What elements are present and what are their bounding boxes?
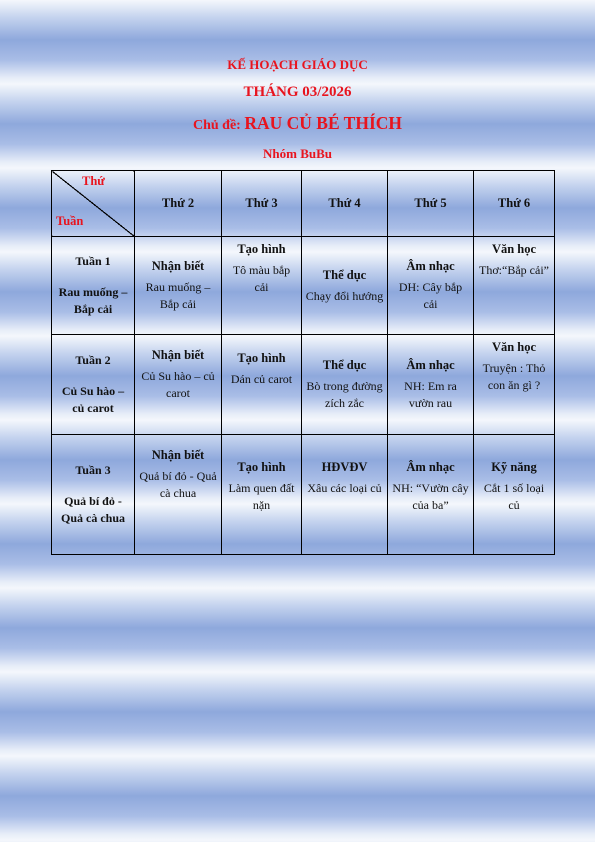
activity-detail: Chạy đổi hướng (305, 288, 384, 303)
activity-detail: Xâu các loại củ (307, 481, 382, 495)
day-header: Thứ 3 (222, 171, 302, 237)
activity-name: Nhận biết (151, 448, 205, 462)
activity-cell (222, 435, 302, 555)
table-row (52, 335, 555, 435)
week-cell (52, 237, 135, 335)
week-label: Tuần 2 (75, 353, 111, 367)
day-header: Thứ 2 (135, 171, 222, 237)
activity-name: Nhận biết (151, 259, 205, 273)
activity-detail: Củ Su hào – củ carot (141, 369, 215, 400)
activity-cell (388, 435, 474, 555)
corner-cell (52, 171, 135, 237)
week-cell (52, 435, 135, 555)
activity-cell (222, 237, 302, 335)
day-header: Thứ 6 (474, 171, 555, 237)
activity-cell (222, 335, 302, 435)
activity-name: HĐVĐV (321, 460, 368, 474)
activity-name: Kỹ năng (491, 460, 537, 474)
activity-detail: Tô màu bắp cải (232, 263, 291, 294)
activity-cell (302, 435, 388, 555)
activity-detail: Cắt 1 số loại củ (483, 481, 545, 512)
plan-theme (0, 113, 595, 134)
activity-name: Thể dục (322, 358, 367, 372)
header-row (52, 171, 555, 237)
activity-cell (302, 237, 388, 335)
activity-detail: Làm quen đất nặn (228, 481, 295, 512)
table-row (52, 237, 555, 335)
activity-detail: Rau muống – Bắp cải (145, 280, 211, 311)
activity-detail: Truyện : Thỏ con ăn gì ? (482, 361, 546, 392)
day-header: Thứ 4 (302, 171, 388, 237)
activity-cell (135, 435, 222, 555)
activity-cell (135, 335, 222, 435)
activity-name: Tạo hình (237, 460, 286, 474)
activity-detail: NH: Em ra vườn rau (404, 379, 457, 410)
week-cell (52, 335, 135, 435)
activity-cell (388, 335, 474, 435)
schedule-table (51, 170, 555, 555)
week-label: Tuần 3 (75, 463, 111, 477)
activity-name: Văn học (491, 340, 537, 354)
activity-cell (474, 237, 555, 335)
plan-title: KẾ HOẠCH GIÁO DỤC (227, 57, 368, 72)
activity-cell (474, 435, 555, 555)
activity-detail: Bò trong đường zích zắc (306, 379, 383, 410)
activity-cell (388, 237, 474, 335)
activity-name: Âm nhạc (406, 358, 455, 372)
day-header: Thứ 5 (388, 171, 474, 237)
activity-name: Âm nhạc (406, 259, 455, 273)
week-topic: Củ Su hào – củ carot (61, 384, 125, 415)
activity-detail: DH: Cây bắp cải (398, 280, 463, 311)
activity-detail: NH: “Vườn cây của ba” (392, 481, 469, 512)
activity-name: Nhận biết (151, 348, 205, 362)
corner-day-label: Thứ (82, 174, 105, 188)
activity-detail: Thơ:“Bắp cải” (479, 263, 549, 277)
activity-name: Âm nhạc (406, 460, 455, 474)
activity-cell (302, 335, 388, 435)
activity-name: Thể dục (322, 267, 367, 282)
activity-detail: Dán củ carot (230, 372, 293, 386)
week-topic: Rau muống – Bắp cải (58, 285, 128, 316)
plan-month: THÁNG 03/2026 (243, 84, 352, 100)
activity-detail: Quả bí đỏ - Quả cà chua (139, 469, 217, 500)
theme-name: RAU CỦ BÉ THÍCH (244, 113, 403, 133)
activity-name: Tạo hình (237, 242, 286, 256)
corner-week-label: Tuần (56, 214, 84, 228)
activity-cell (135, 237, 222, 335)
table-row (52, 435, 555, 555)
group-name: Nhóm BuBu (263, 146, 332, 161)
week-topic: Quả bí đỏ - Quả cà chua (60, 494, 125, 525)
activity-name: Tạo hình (237, 351, 286, 365)
week-label: Tuần 1 (75, 254, 111, 268)
theme-prefix: Chủ đề: (192, 118, 245, 133)
activity-cell (474, 335, 555, 435)
activity-name: Văn học (491, 242, 537, 256)
